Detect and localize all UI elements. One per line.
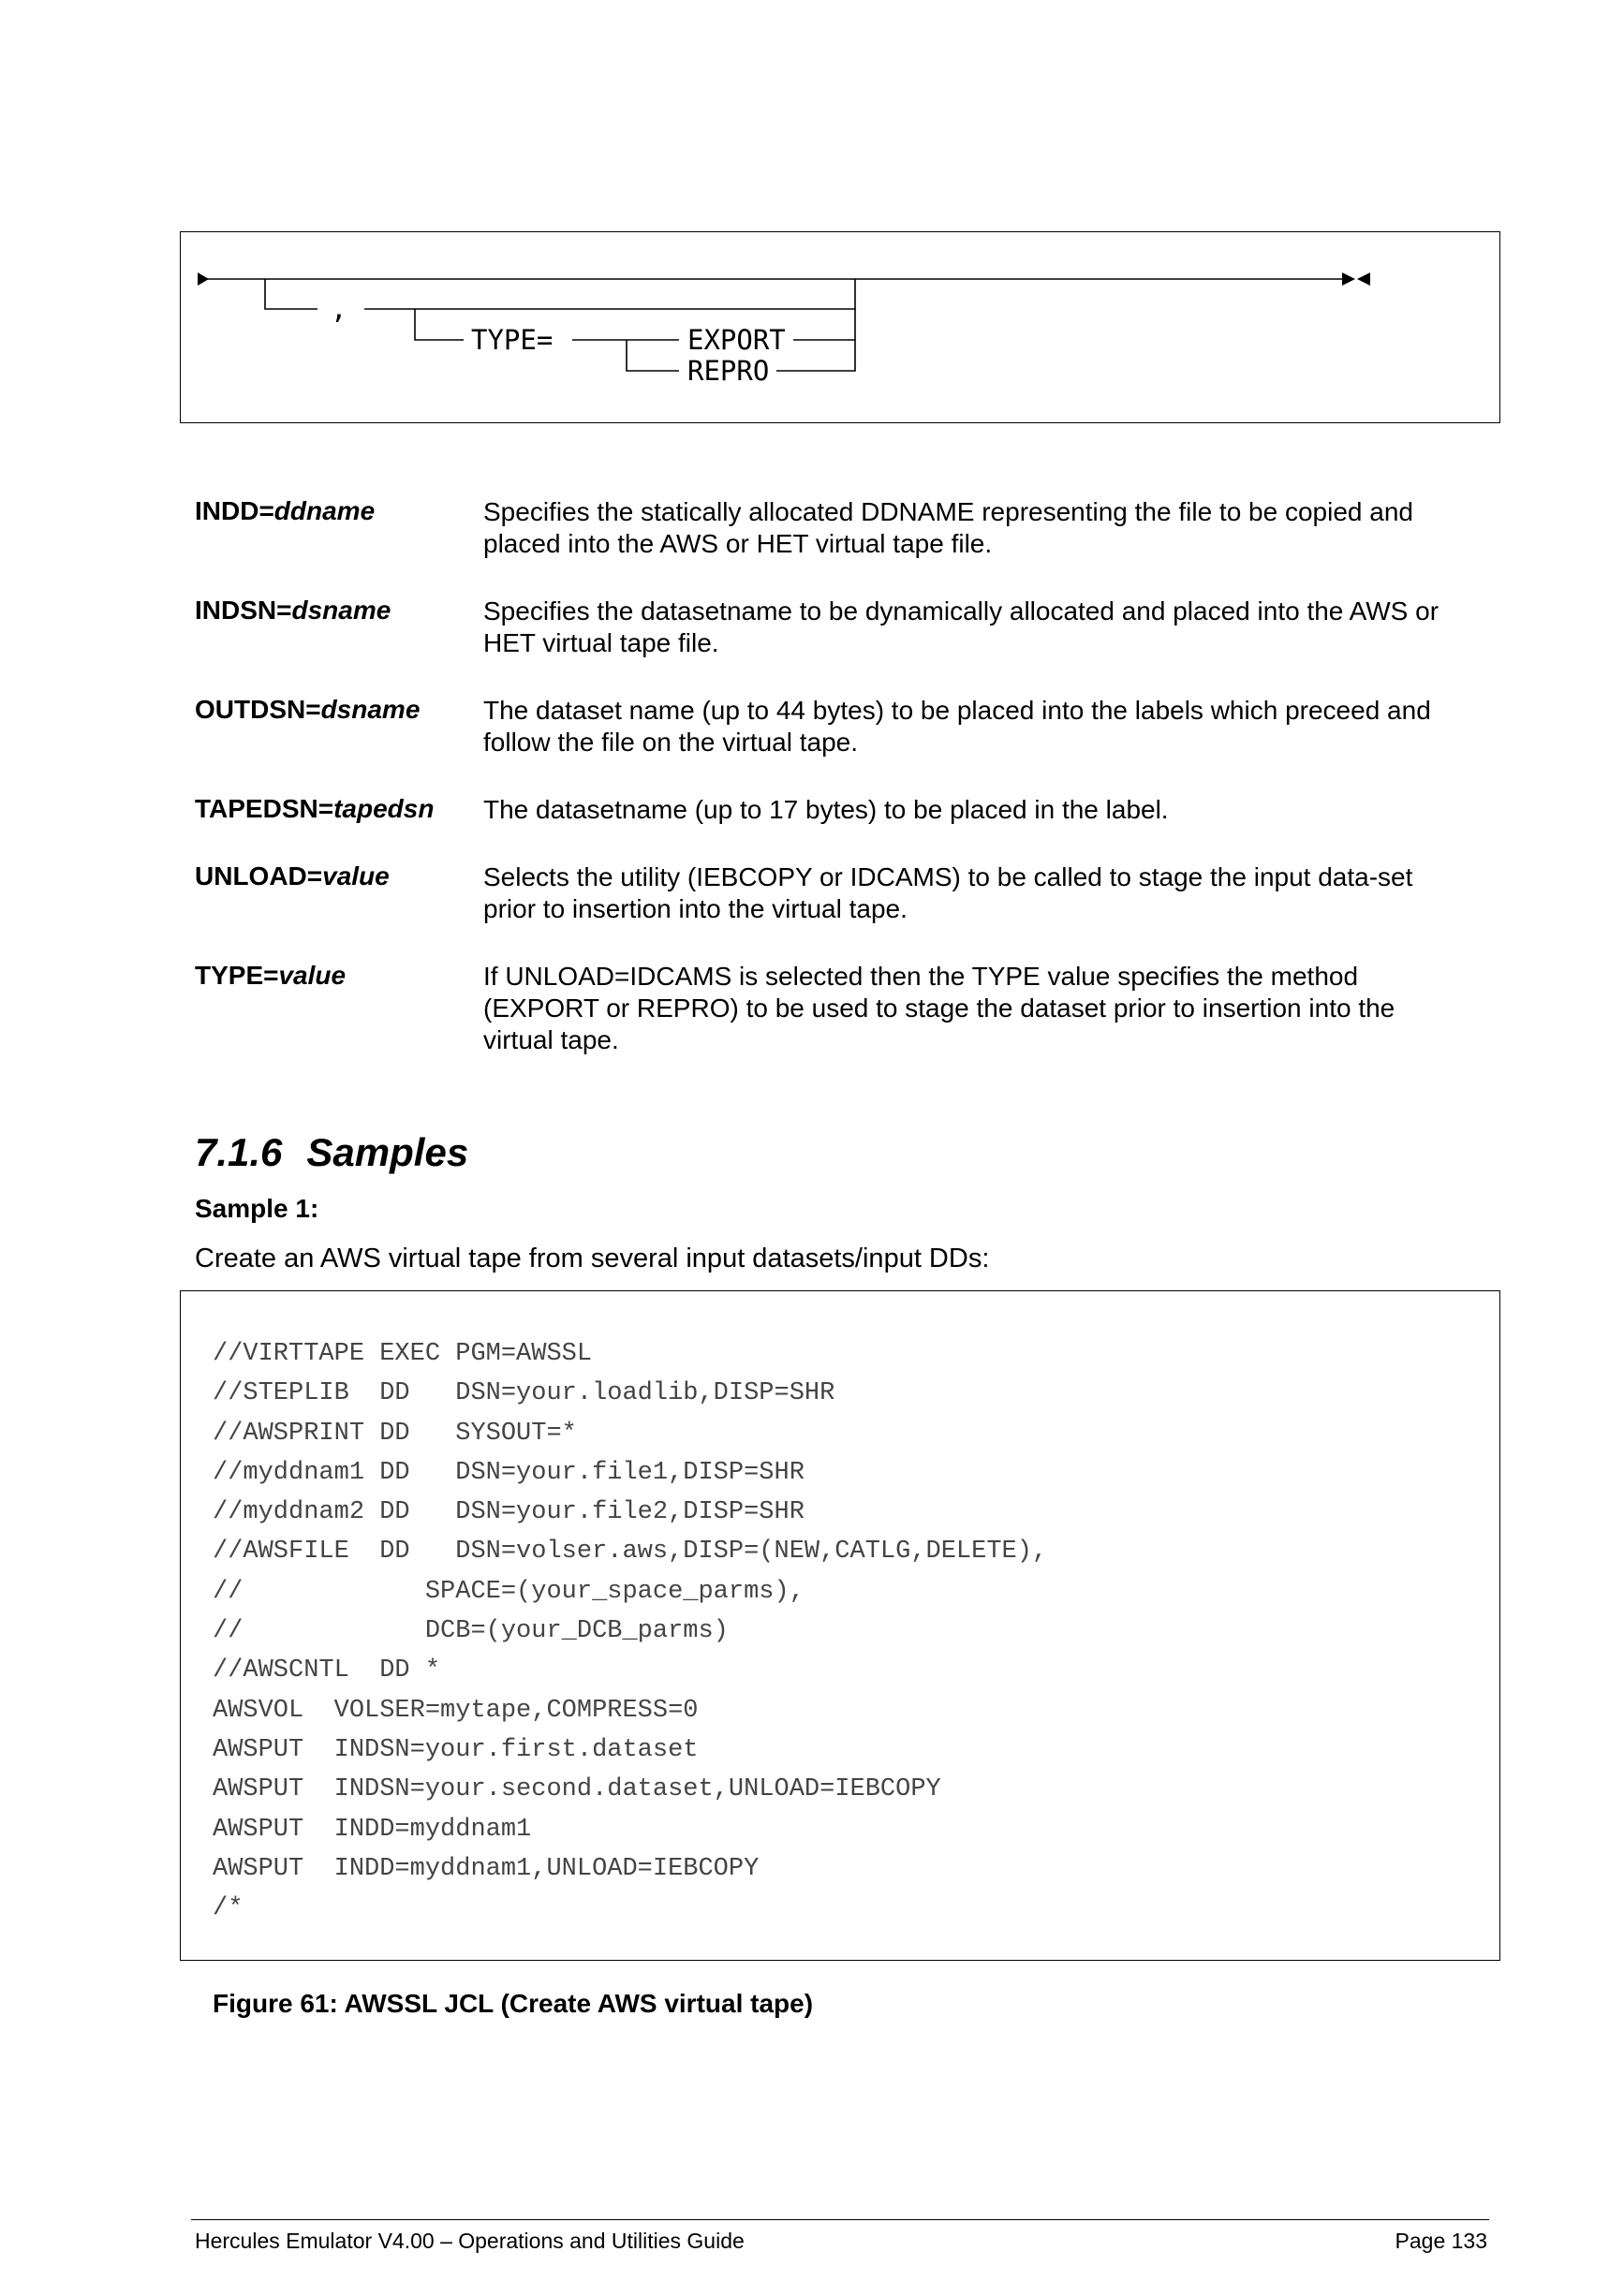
code-line: AWSPUT INDSN=your.second.dataset,UNLOAD=IEBCOPY: [213, 1775, 941, 1804]
param-term: UNLOAD=value: [195, 861, 390, 890]
code-line: //AWSCNTL DD *: [213, 1656, 441, 1685]
diagram-keyword-type: TYPE=: [471, 324, 554, 356]
footer-divider: [191, 2219, 1489, 2220]
footer-page-number: Page 133: [1395, 2229, 1487, 2253]
code-listing: [180, 1290, 1500, 1961]
code-line: //VIRTTAPE EXEC PGM=AWSSL: [213, 1340, 593, 1368]
param-term: INDD=ddname: [195, 496, 376, 525]
param-description: The dataset name (up to 44 bytes) to be placed into the labels which preceed and follow the file on the virtual tape.: [483, 696, 1431, 757]
section-heading: [195, 1130, 468, 1175]
code-lines: [213, 1334, 1047, 1928]
param-term: TYPE=value: [195, 961, 347, 990]
param-term: INDSN=dsname: [195, 596, 391, 625]
code-line: // SPACE=(your_space_parms),: [213, 1577, 805, 1606]
syntax-diagram: [180, 231, 1500, 423]
param-description: Selects the utility (IEBCOPY or IDCAMS) to be called to stage the input data-set prior to insertion into the virtual tape.: [483, 862, 1413, 923]
param-description: Specifies the datasetname to be dynamically allocated and placed into the AWS or HET virtual tape file.: [483, 596, 1439, 657]
code-line: AWSPUT INDD=myddnam1,UNLOAD=IEBCOPY: [213, 1854, 760, 1883]
code-line: /*: [213, 1894, 244, 1923]
code-line: //STEPLIB DD DSN=your.loadlib,DISP=SHR: [213, 1379, 835, 1408]
code-line: //AWSPRINT DD SYSOUT=*: [213, 1419, 577, 1448]
sample-intro: Create an AWS virtual tape from several input datasets/input DDs:: [195, 1244, 990, 1273]
code-line: AWSPUT INDSN=your.first.dataset: [213, 1735, 699, 1764]
footer-document-title: Hercules Emulator V4.00 – Operations and Utilities Guide: [195, 2229, 745, 2253]
end-arrow-icon: [1342, 272, 1355, 286]
code-line: // DCB=(your_DCB_parms): [213, 1617, 729, 1646]
code-line: //myddnam1 DD DSN=your.file1,DISP=SHR: [213, 1458, 805, 1487]
param-description: If UNLOAD=IDCAMS is selected then the TYPE value specifies the method (EXPORT or REPRO) to be used to stage the dataset prior to insertion into the virtual tape.: [483, 962, 1395, 1054]
diagram-option-export: EXPORT: [687, 324, 786, 356]
code-line: AWSPUT INDD=myddnam1: [213, 1815, 532, 1844]
code-line: //myddnam2 DD DSN=your.file2,DISP=SHR: [213, 1498, 805, 1527]
start-arrow-icon: [198, 272, 209, 286]
diagram-option-repro: REPRO: [687, 355, 770, 387]
figure-caption: Figure 61: AWSSL JCL (Create AWS virtual tape): [213, 1989, 814, 2018]
code-line: AWSVOL VOLSER=mytape,COMPRESS=0: [213, 1696, 699, 1725]
syntax-diagram-lines: [181, 232, 1501, 424]
param-term: TAPEDSN=tapedsn: [195, 794, 435, 823]
code-line: //AWSFILE DD DSN=volser.aws,DISP=(NEW,CATLG,DELETE),: [213, 1538, 1048, 1567]
end-arrow-reverse-icon: [1357, 272, 1370, 286]
diagram-comma: ,: [331, 293, 347, 325]
param-term: OUTDSN=dsname: [195, 695, 421, 724]
section-number: 7.1.6: [195, 1130, 283, 1174]
param-description: The datasetname (up to 17 bytes) to be placed in the label.: [483, 795, 1169, 824]
param-description: Specifies the statically allocated DDNAME representing the file to be copied and placed into the AWS or HET virtual tape file.: [483, 497, 1413, 558]
sample-label: Sample 1:: [195, 1194, 319, 1223]
section-title: Samples: [306, 1130, 469, 1174]
